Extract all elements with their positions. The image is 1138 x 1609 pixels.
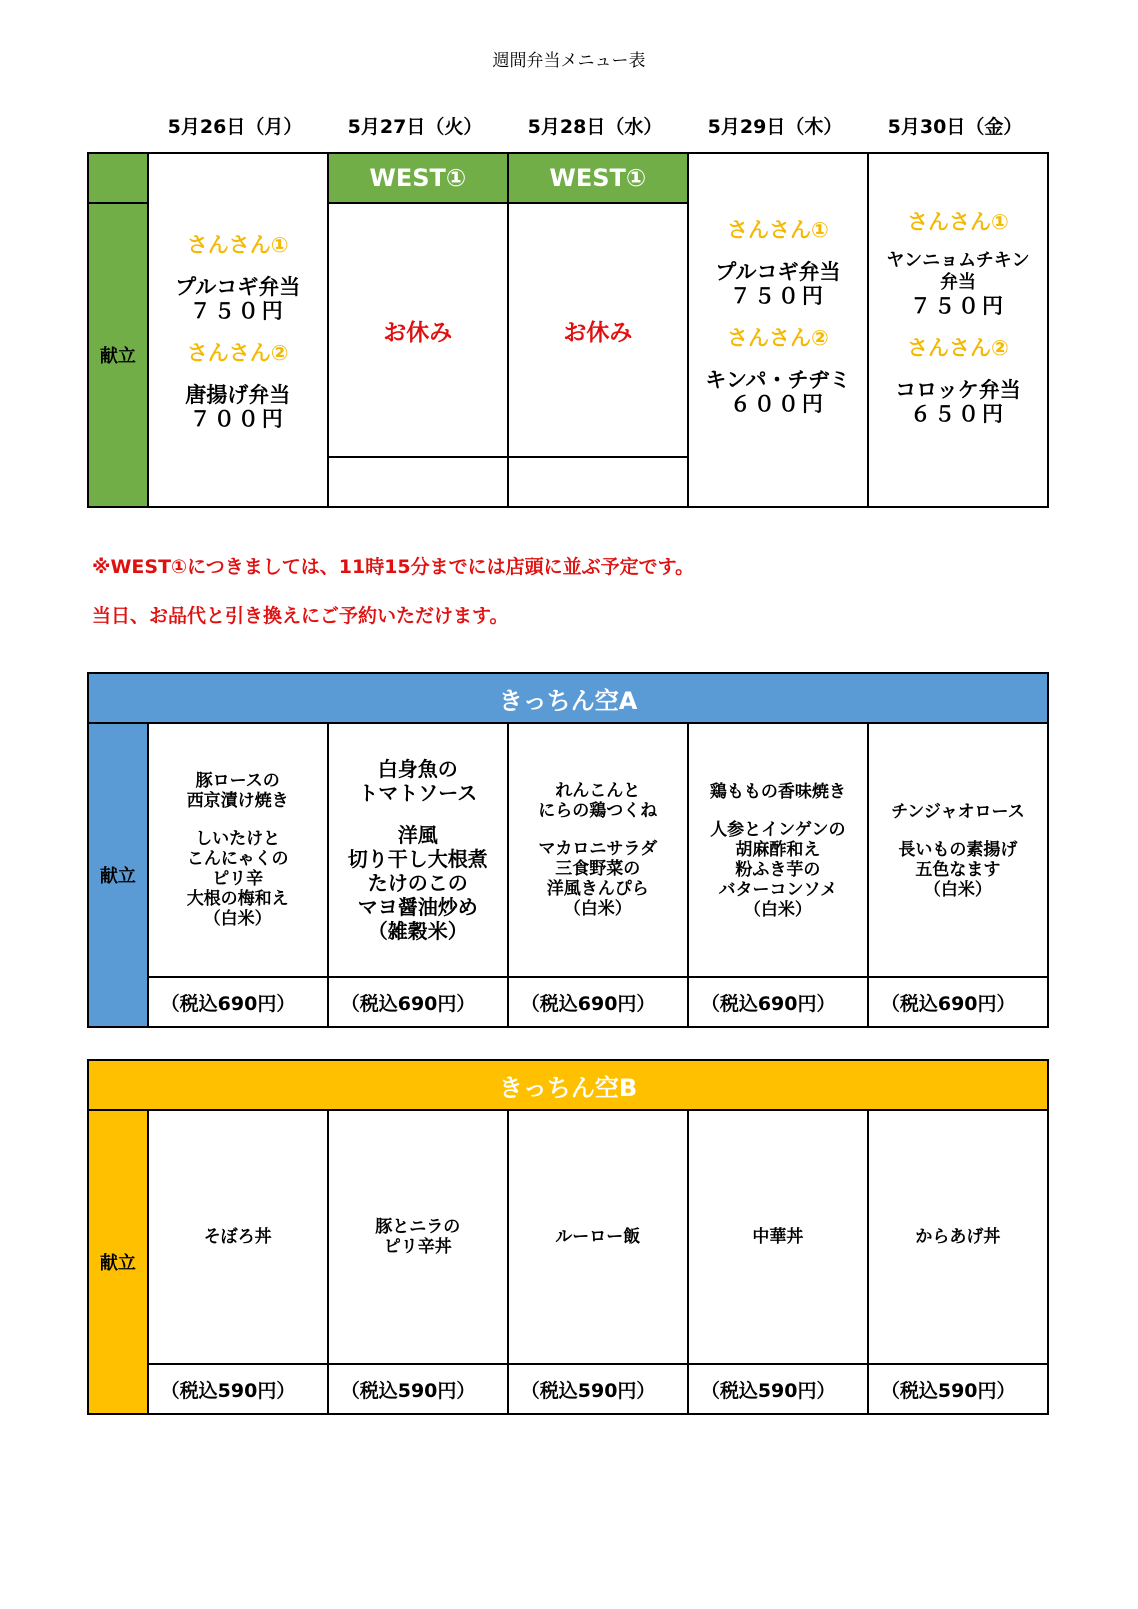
price-cell: （税込690円） bbox=[868, 977, 1048, 1027]
menu-line: マヨ醤油炒め bbox=[357, 895, 478, 919]
menu-line: れんこんと bbox=[555, 781, 641, 801]
menu-line: こんにゃくの bbox=[186, 849, 289, 869]
menu-line: ピリ辛 bbox=[212, 869, 264, 889]
menu-line: 西京漬け焼き bbox=[186, 791, 289, 811]
dish-price: ７５０円 bbox=[909, 294, 1006, 318]
price-cell: （税込590円） bbox=[868, 1364, 1048, 1414]
day-header: 5月30日（金） bbox=[887, 116, 1023, 138]
menu-line: （白米） bbox=[203, 909, 272, 929]
menu-line: からあげ丼 bbox=[915, 1227, 1001, 1247]
menu-line: （白米） bbox=[743, 900, 812, 920]
menu-cell-thu bbox=[688, 1110, 868, 1364]
price-cell: （税込590円） bbox=[328, 1364, 508, 1414]
side-label: 献立 bbox=[88, 203, 148, 507]
menu-cell-wed bbox=[508, 1110, 688, 1364]
menu-line: ピリ辛丼 bbox=[383, 1237, 452, 1257]
menu-line: 洋風きんぴら bbox=[546, 879, 649, 899]
dish-name: キンパ・チヂミ bbox=[705, 368, 851, 392]
menu-line: にらの鶏つくね bbox=[538, 801, 658, 821]
menu-line: 鶏ももの香味焼き bbox=[709, 782, 846, 802]
note-line: ※WEST①につきましては、11時15分までには店頭に並ぶ予定です。 bbox=[92, 556, 695, 578]
dish-name: コロッケ弁当 bbox=[895, 378, 1021, 402]
west-label: WEST① bbox=[508, 153, 688, 203]
sansan1-label: さんさん① bbox=[907, 210, 1009, 234]
side-label: 献立 bbox=[88, 723, 148, 1027]
dish-name: プルコギ弁当 bbox=[175, 275, 301, 299]
menu-line: 白身魚の bbox=[377, 757, 458, 781]
kitchen-b-table bbox=[87, 1059, 1049, 1415]
fri-sansan-cell bbox=[868, 153, 1048, 507]
empty-cell bbox=[328, 457, 508, 507]
dish-price: ７５０円 bbox=[729, 284, 826, 308]
price-cell: （税込690円） bbox=[508, 977, 688, 1027]
day-header: 5月28日（水） bbox=[527, 116, 663, 138]
menu-line: ルーロー飯 bbox=[555, 1227, 641, 1247]
sansan2-label: さんさん② bbox=[727, 326, 829, 350]
price-cell: （税込590円） bbox=[508, 1364, 688, 1414]
thu-sansan-cell bbox=[688, 153, 868, 507]
sansan-menu-table bbox=[87, 152, 1049, 508]
menu-line: トマトソース bbox=[358, 781, 478, 805]
menu-line: 粉ふき芋の bbox=[735, 860, 821, 880]
note-line: 当日、お品代と引き換えにご予約いただけます。 bbox=[92, 605, 509, 627]
kitchen-a-title: きっちん空A bbox=[88, 673, 1048, 723]
menu-line: 胡麻酢和え bbox=[735, 840, 821, 860]
menu-line: たけのこの bbox=[367, 871, 468, 895]
mon-sansan-cell bbox=[148, 153, 328, 507]
dish-name: 唐揚げ弁当 bbox=[185, 383, 291, 407]
price-cell: （税込590円） bbox=[148, 1364, 328, 1414]
day-header-row bbox=[145, 112, 1045, 139]
menu-cell-mon bbox=[148, 723, 328, 977]
menu-line: そぼろ丼 bbox=[203, 1227, 272, 1247]
menu-line: 人参とインゲンの bbox=[710, 820, 846, 840]
sansan1-label: さんさん① bbox=[186, 233, 289, 257]
day-header: 5月29日（木） bbox=[707, 116, 843, 138]
green-side-top bbox=[88, 153, 148, 203]
dish-price: ６００円 bbox=[729, 392, 826, 416]
kitchen-a-table bbox=[87, 672, 1049, 1028]
menu-line: 三食野菜の bbox=[555, 859, 641, 879]
menu-cell-wed bbox=[508, 723, 688, 977]
price-cell: （税込590円） bbox=[688, 1364, 868, 1414]
menu-line: （雑穀米） bbox=[367, 919, 468, 943]
menu-line: （白米） bbox=[563, 899, 632, 919]
page-title: 週間弁当メニュー表 bbox=[492, 51, 646, 71]
empty-cell bbox=[508, 457, 688, 507]
menu-line: 中華丼 bbox=[752, 1227, 804, 1247]
dish-name: 弁当 bbox=[939, 272, 976, 293]
kitchen-b-title: きっちん空B bbox=[88, 1060, 1048, 1110]
dish-price: ６５０円 bbox=[909, 402, 1006, 426]
west-label: WEST① bbox=[328, 153, 508, 203]
side-label: 献立 bbox=[88, 1110, 148, 1414]
menu-cell-tue bbox=[328, 723, 508, 977]
menu-line: （白米） bbox=[923, 880, 992, 900]
holiday-label: お休み bbox=[328, 203, 508, 457]
menu-line: バターコンソメ bbox=[718, 880, 838, 900]
price-cell: （税込690円） bbox=[688, 977, 868, 1027]
menu-line: しいたけと bbox=[195, 829, 281, 849]
menu-line: マカロニサラダ bbox=[538, 839, 658, 859]
sansan2-label: さんさん② bbox=[907, 336, 1009, 360]
menu-cell-tue bbox=[328, 1110, 508, 1364]
menu-cell-fri bbox=[868, 723, 1048, 977]
menu-line: 洋風 bbox=[397, 823, 438, 847]
menu-cell-fri bbox=[868, 1110, 1048, 1364]
menu-line: 五色なます bbox=[915, 860, 1001, 880]
holiday-label: お休み bbox=[508, 203, 688, 457]
sansan2-label: さんさん② bbox=[186, 341, 289, 365]
menu-cell-thu bbox=[688, 723, 868, 977]
day-header: 5月26日（月） bbox=[167, 116, 303, 138]
dish-price: ７５０円 bbox=[189, 299, 286, 323]
menu-line: 切り干し大根煮 bbox=[347, 847, 488, 871]
day-header: 5月27日（火） bbox=[347, 116, 483, 138]
menu-line: 大根の梅和え bbox=[186, 889, 289, 909]
sansan1-label: さんさん① bbox=[727, 218, 829, 242]
price-cell: （税込690円） bbox=[328, 977, 508, 1027]
menu-line: 豚とニラの bbox=[375, 1217, 461, 1237]
menu-line: 長いもの素揚げ bbox=[898, 840, 1018, 860]
dish-name: ヤンニョムチキン bbox=[886, 250, 1030, 271]
dish-name: プルコギ弁当 bbox=[715, 260, 841, 284]
menu-line: 豚ロースの bbox=[195, 771, 280, 791]
dish-price: ７００円 bbox=[189, 407, 286, 431]
menu-cell-mon bbox=[148, 1110, 328, 1364]
menu-line: チンジャオロース bbox=[891, 802, 1025, 822]
price-cell: （税込690円） bbox=[148, 977, 328, 1027]
